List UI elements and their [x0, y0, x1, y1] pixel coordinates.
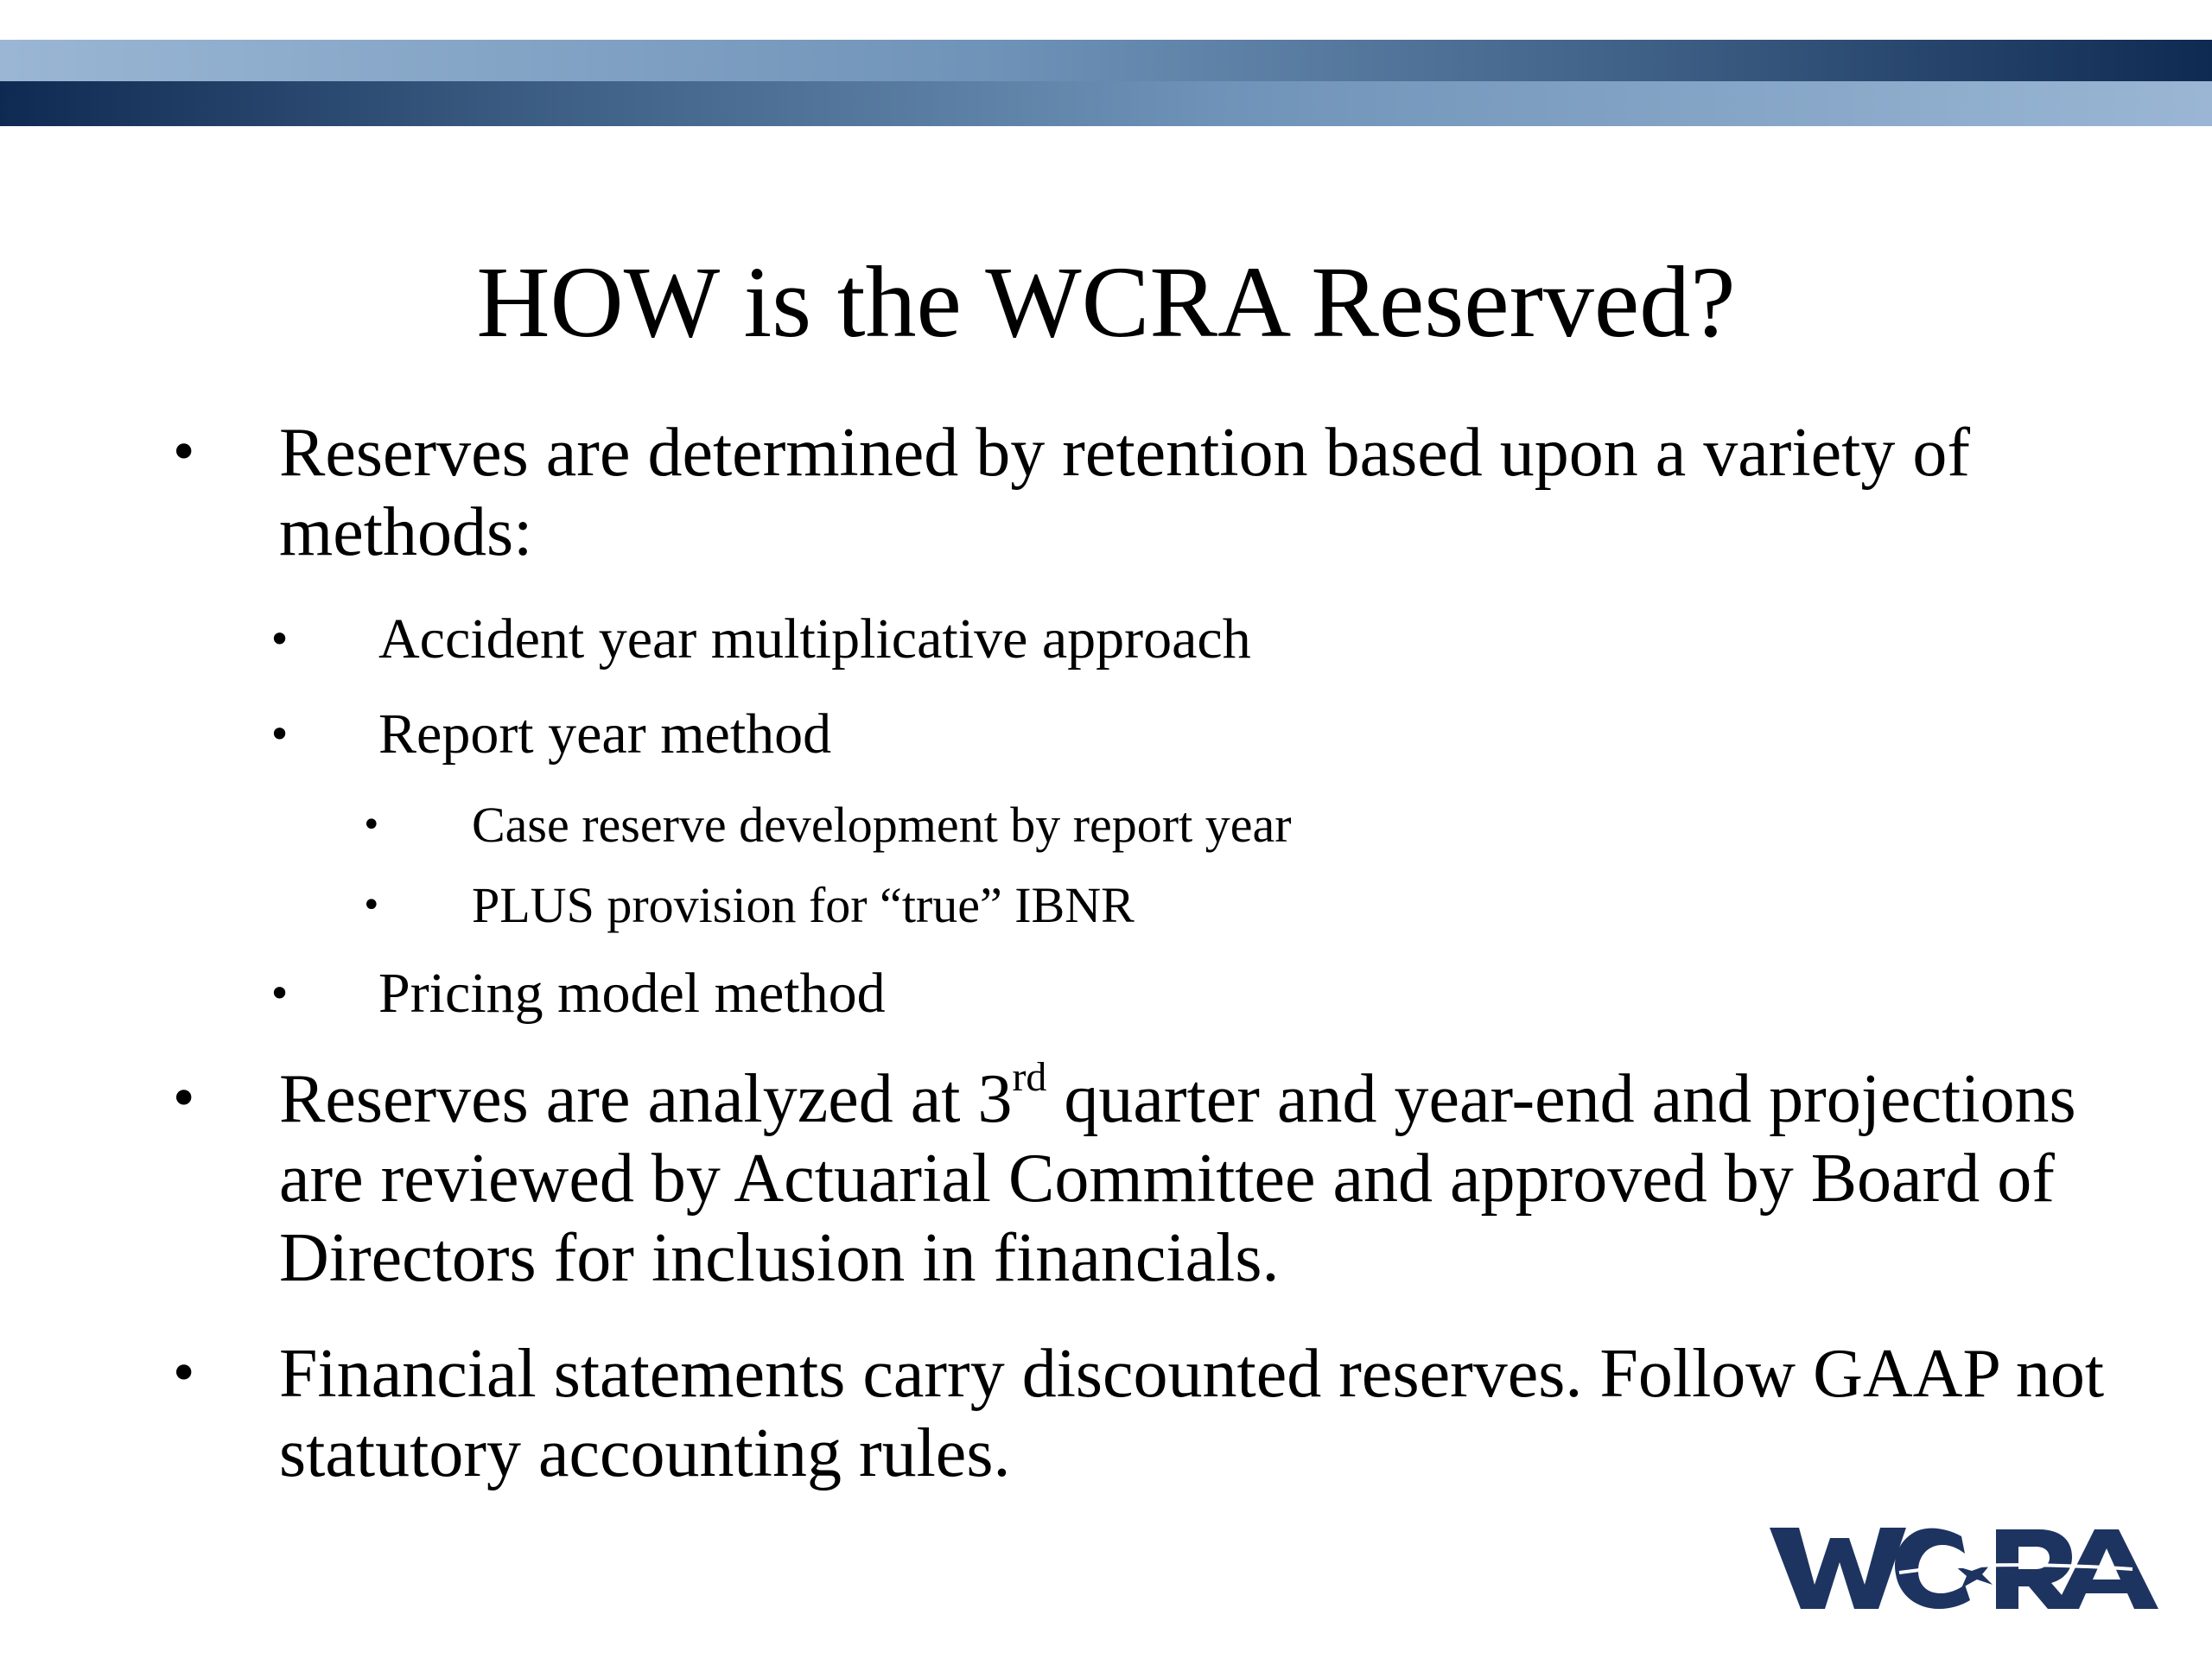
- bullet-dot-icon: •: [268, 711, 292, 758]
- sub-bullet-text: Accident year multiplicative approach: [378, 607, 1251, 671]
- bullet-dot-icon: •: [268, 616, 292, 663]
- header-band-top: [0, 40, 2212, 81]
- bullet-dot-icon: •: [361, 805, 382, 845]
- bullet-text: Reserves are determined by retention based upon a variety of methods:: [279, 415, 1971, 570]
- bullet-dot-icon: •: [361, 886, 382, 925]
- bullet-reserves-determined: [168, 413, 2137, 572]
- sub-sub-bullet-plus-provision: [361, 875, 2027, 936]
- bullet-reserves-analyzed: [168, 1054, 2137, 1298]
- wcra-logo-icon: [1770, 1521, 2158, 1616]
- sub-bullet-text: Pricing model method: [378, 962, 886, 1025]
- bullet-text-before: Reserves are analyzed at 3: [279, 1061, 1013, 1137]
- bullet-dot-icon: •: [168, 1344, 200, 1404]
- sub-sub-bullet-case-reserve: [361, 795, 2027, 855]
- bullet-text-after: quarter and year-end and projections are reviewed by Actuarial Committee and approved by Board of Directors for inclusion in financials.: [279, 1061, 2076, 1296]
- header-band-bottom: [0, 81, 2212, 126]
- sub-bullet-report-year: [268, 700, 2020, 769]
- sub-bullet-text: Report year method: [378, 702, 832, 766]
- bullet-text: Financial statements carry discounted reserves. Follow GAAP not statutory accounting rules.: [279, 1336, 2105, 1491]
- bullet-financial-statements: [168, 1334, 2137, 1493]
- sub-sub-bullet-text: PLUS provision for “true” IBNR: [472, 877, 1135, 933]
- bullet-dot-icon: •: [168, 423, 200, 483]
- bullet-dot-icon: •: [268, 970, 292, 1017]
- bullet-dot-icon: •: [168, 1069, 200, 1129]
- sub-bullet-accident-year: [268, 605, 2020, 674]
- slide-title: HOW is the WCRA Reserved?: [476, 245, 1736, 359]
- sub-bullet-pricing-model: [268, 959, 2020, 1028]
- ordinal-superscript: rd: [1012, 1054, 1047, 1100]
- sub-sub-bullet-text: Case reserve development by report year: [472, 797, 1292, 853]
